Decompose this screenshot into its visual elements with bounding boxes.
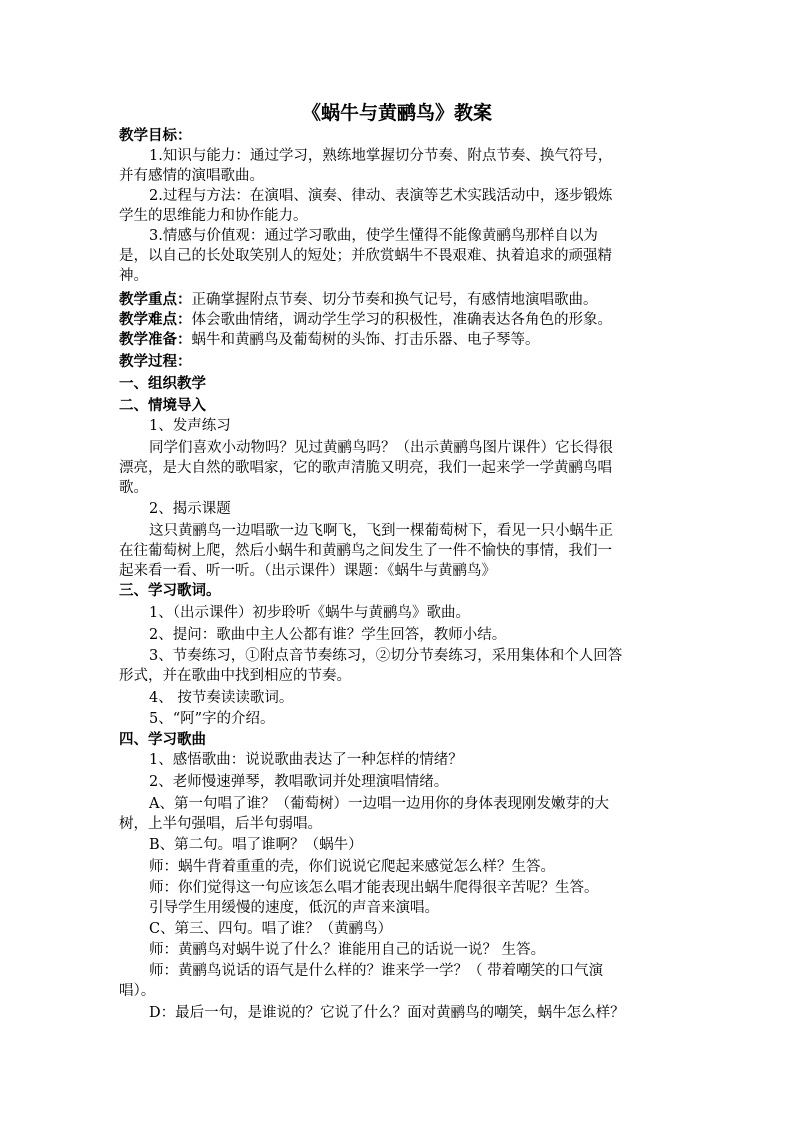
focus-text: 正确掌握附点节奏、切分节奏和换气记号，有感情地演唱歌曲。 bbox=[191, 292, 598, 308]
section-heading: 二、情境导入 bbox=[119, 398, 206, 414]
text-line: 同学们喜欢小动物吗？见过黄鹂鸟吗？（出示黄鹂鸟图片课件）它长得很 bbox=[149, 440, 613, 456]
text-line: 歌。 bbox=[119, 480, 148, 496]
text-line: 3、节奏练习，①附点音节奏练习，②切分节奏练习，采用集体和个人回答 bbox=[149, 648, 623, 664]
text-line: 1、发声练习 bbox=[149, 418, 231, 434]
text-line: 2、揭示课题 bbox=[149, 501, 231, 517]
text-line: 2、提问：歌曲中主人公都有谁？学生回答，教师小结。 bbox=[149, 627, 507, 643]
difficulty-line bbox=[119, 310, 679, 330]
text-line: 并有感情的演唱歌曲。 bbox=[119, 168, 264, 184]
section-heading-process: 教学过程： bbox=[119, 354, 192, 370]
text-line: D：最后一句，是谁说的？它说了什么？面对黄鹂鸟的嘲笑，蜗牛怎么样？ bbox=[149, 1005, 625, 1021]
section-heading: 四、学习歌曲 bbox=[119, 732, 206, 748]
section-heading: 一、组织教学 bbox=[119, 376, 206, 392]
document-title: 《蜗牛与黄鹂鸟》教案 bbox=[301, 102, 492, 124]
text-line: 起来看一看、听一听。（出示课件）课题：《蜗牛与黄鹂鸟》 bbox=[119, 563, 496, 579]
text-line: 师：黄鹂鸟对蜗牛说了什么？谁能用自己的话说一说？ 生答。 bbox=[149, 942, 546, 958]
text-line: 形式，并在歌曲中找到相应的节奏。 bbox=[119, 668, 351, 684]
text-line: 师：蜗牛背着重重的壳，你们说说它爬起来感觉怎么样？生答。 bbox=[149, 859, 555, 875]
text-line: 神。 bbox=[119, 268, 148, 284]
prep-label: 教学准备： bbox=[119, 332, 192, 348]
text-line: 1、（出示课件）初步聆听《蜗牛与黄鹂鸟》歌曲。 bbox=[149, 605, 470, 621]
text-line: 4、 按节奏读读歌词。 bbox=[149, 690, 294, 706]
text-line: 是，以自己的长处取笑别人的短处；并欣赏蜗牛不畏艰难、执着追求的顽强精 bbox=[119, 248, 612, 264]
text-line: 学生的思维能力和协作能力。 bbox=[119, 208, 308, 224]
section-heading-objectives: 教学目标： bbox=[119, 128, 192, 144]
difficulty-label: 教学难点： bbox=[119, 312, 192, 328]
focus-line bbox=[119, 290, 679, 310]
focus-label: 教学重点： bbox=[119, 292, 192, 308]
text-line: 2、老师慢速弹琴，教唱歌词并处理演唱情绪。 bbox=[149, 774, 449, 790]
text-line: A、第一句唱了谁？（葡萄树）一边唱一边用你的身体表现刚发嫩芽的大 bbox=[149, 796, 609, 812]
text-line: C、第三、四句。唱了谁？（黄鹂鸟） bbox=[149, 921, 393, 937]
text-line: 引导学生用缓慢的速度，低沉的声音来演唱。 bbox=[149, 900, 439, 916]
difficulty-text: 体会歌曲情绪，调动学生学习的积极性，准确表达各角色的形象。 bbox=[191, 312, 612, 328]
text-line: 1.知识与能力：通过学习，熟练地掌握切分节奏、附点节奏、换气符号， bbox=[149, 148, 613, 164]
text-line: 师：你们觉得这一句应该怎么唱才能表现出蜗牛爬得很辛苦呢？生答。 bbox=[149, 880, 599, 896]
text-line: 师：黄鹂鸟说话的语气是什么样的？谁来学一学？（ 带着嘲笑的口气演 bbox=[149, 963, 604, 979]
text-line: 在往葡萄树上爬，然后小蜗牛和黄鹂鸟之间发生了一件不愉快的事情，我们一 bbox=[119, 543, 612, 559]
text-line: 这只黄鹂鸟一边唱歌一边飞啊飞，飞到一棵葡萄树下，看见一只小蜗牛正 bbox=[149, 523, 613, 539]
text-line: 漂亮，是大自然的歌唱家，它的歌声清脆又明亮，我们一起来学一学黄鹂鸟唱 bbox=[119, 460, 612, 476]
text-line: 1、感悟歌曲：说说歌曲表达了一种怎样的情绪？ bbox=[149, 752, 463, 768]
text-line: 树，上半句强唱，后半句弱唱。 bbox=[119, 816, 322, 832]
prep-text: 蜗牛和黄鹂鸟及葡萄树的头饰、打击乐器、电子琴等。 bbox=[191, 332, 540, 348]
text-line: 唱）。 bbox=[119, 983, 156, 999]
text-line: 5、“阿”字的介绍。 bbox=[149, 711, 275, 727]
text-line: B、第二句。唱了谁啊？（蜗牛） bbox=[149, 837, 363, 853]
text-line: 2.过程与方法：在演唱、演奏、律动、表演等艺术实践活动中，逐步锻炼 bbox=[149, 188, 613, 204]
prep-line bbox=[119, 330, 679, 350]
text-line: 3.情感与价值观：通过学习歌曲，使学生懂得不能像黄鹂鸟那样自以为 bbox=[149, 228, 598, 244]
section-heading: 三、学习歌词。 bbox=[119, 583, 221, 599]
